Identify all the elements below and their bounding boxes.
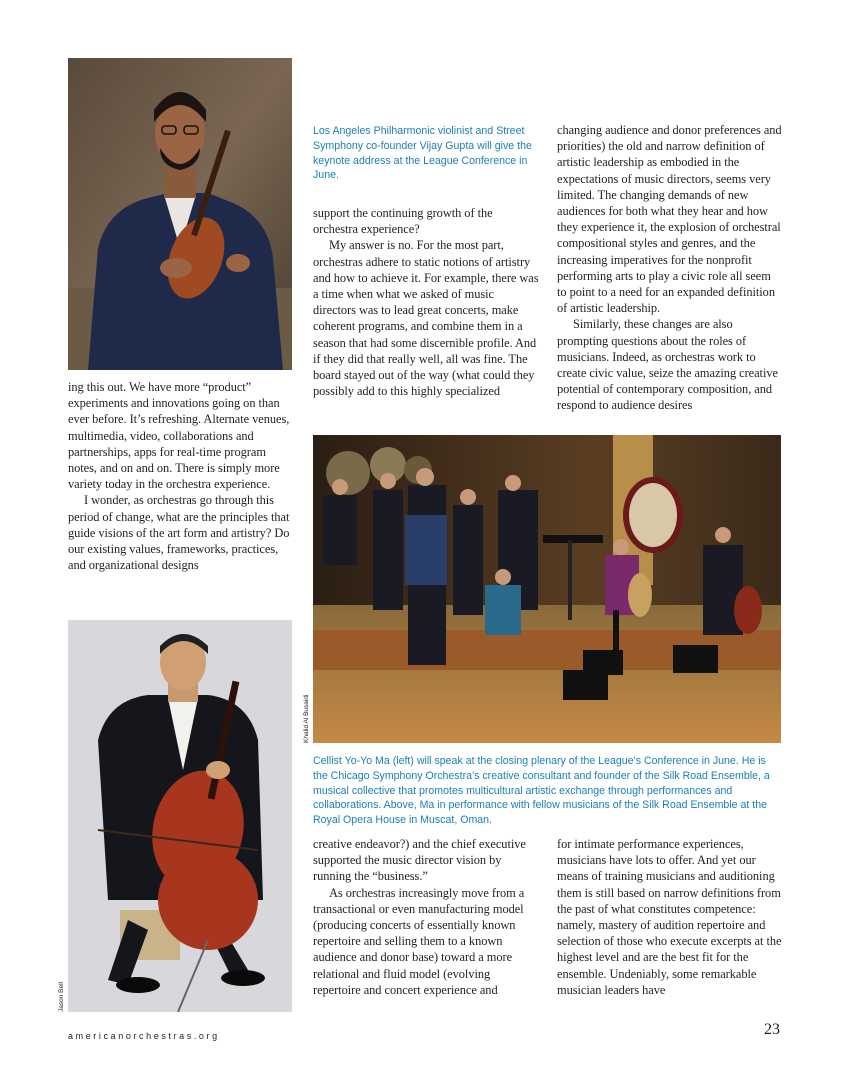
paragraph: changing audience and donor preferences and priorities) the old and narrow definition of artistic leadership as embodied in the expectations of music directors, seems very limited. The changing demands of new audiences for both what they hear and how they experience it, the explosion of orchestral compositional styles and genres, and the increasing imperatives for the nonprofit performing arts to play a civic role all seem to point to a need for an expanded definition of artistic leadership. [557, 123, 782, 316]
paragraph: for intimate performance experiences, musicians have lots to offer. And yet our means of training musicians and auditioning them is still based on narrow definitions from the past of what constitutes competence: namely, mastery of audition repertoire and selection of those who execute excerpts at the highest level and are the best fit for the ensemble. Undeniably, some remarkable musician leaders have [557, 837, 782, 997]
photo-silk-road-ensemble [313, 435, 781, 743]
footer-url: americanorchestras.org [68, 1031, 220, 1041]
column-left-top [68, 379, 292, 573]
paragraph: ing this out. We have more “product” experiments and innovations going on than ever before. It’s refreshing. Alternate venues, multimedia, video, collaborations and partnerships, apps for real-time program notes, and on and on. There is simply more variety today in the orchestra experience. [68, 380, 290, 492]
paragraph: I wonder, as orchestras go through this period of change, what are the principles that guide visions of the art form and artistry? Do our existing values, frameworks, practices, and organizational designs [68, 493, 290, 573]
photo-vijay-gupta [68, 58, 292, 370]
column-right-bottom [557, 836, 783, 998]
paragraph: support the continuing growth of the orchestra experience? [313, 206, 493, 237]
photo-yo-yo-ma [68, 620, 292, 1012]
paragraph: Similarly, these changes are also prompting questions about the roles of musicians. Indeed, as orchestras work to create civic value, seize the amazing creative potential of contemporary composition, and respond to audience desires [557, 317, 778, 413]
column-right-top [557, 122, 783, 414]
column-middle-top [313, 205, 539, 399]
photo-credit-ma: Jason Bell [58, 982, 65, 1012]
caption-vijay-gupta: Los Angeles Philharmonic violinist and Street Symphony co-founder Vijay Gupta will give the keynote address at the League Conference in June. [313, 125, 532, 182]
caption-yo-yo-ma: Cellist Yo-Yo Ma (left) will speak at the closing plenary of the League’s Conference in June. He is the Chicago Symphony Orchestra’s creative consultant and founder of the Silk Road Ensemble, a musical collective that promotes multicultural artistic exchange through performances and collaborations. Above, Ma in performance with fellow musicians of the Silk Road Ensemble at the Royal Opera House in Muscat, Oman. [313, 755, 770, 827]
paragraph: As orchestras increasingly move from a transactional or even manufacturing model (producing concerts of essentially known repertoire and selling them to a known audience and donor base) toward a more relational and fluid model (evolving repertoire and concert experience and [313, 885, 525, 997]
photo-credit-ensemble: Khalid Al Busaidi [303, 694, 310, 743]
paragraph: creative endeavor?) and the chief executive supported the music director vision by running the “business.” [313, 837, 526, 884]
paragraph: My answer is no. For the most part, orchestras adhere to static notions of artistry and how to achieve it. For example, there was a time when what we asked of music directors was to lead great concerts, make coherent programs, and combine them in a season that had some discernible profile. And if they did that really well, all was fine. The board stayed out of the way (what could they possibly add to this highly specialized [313, 238, 539, 399]
column-middle-bottom [313, 836, 539, 998]
page-number: 23 [764, 1021, 780, 1038]
